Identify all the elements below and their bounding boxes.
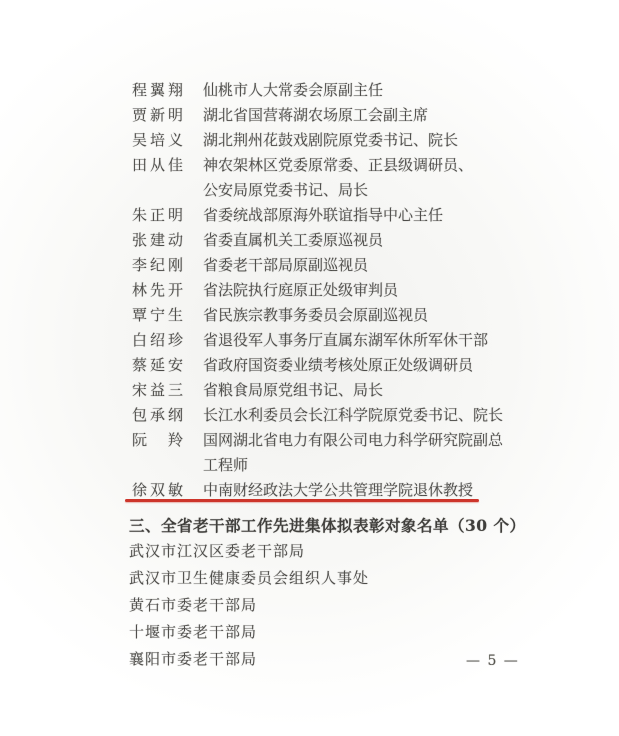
award-entry-list bbox=[132, 78, 522, 503]
award-entry-title-line: 湖北荆州花鼓戏剧院原党委书记、院长 bbox=[203, 131, 459, 149]
award-entry-title-line: 长江水利委员会长江科学院原党委书记、院长 bbox=[203, 406, 504, 424]
award-entry-name: 覃宁生 bbox=[132, 306, 187, 324]
award-entry-title bbox=[203, 353, 522, 378]
award-entry-row bbox=[132, 378, 522, 403]
award-entry-title bbox=[203, 378, 522, 403]
award-entry-row bbox=[132, 303, 522, 328]
award-entry-title bbox=[203, 103, 522, 128]
award-entry-title-line: 省粮食局原党组书记、局长 bbox=[203, 381, 384, 399]
award-entry-name: 宋益三 bbox=[132, 381, 187, 399]
award-entry-title-line: 神农架林区党委原常委、正县级调研员、 bbox=[203, 156, 474, 174]
award-entry-row bbox=[132, 78, 522, 103]
award-entry-row bbox=[132, 228, 522, 253]
award-entry-row bbox=[132, 103, 522, 128]
award-entry-row bbox=[132, 278, 522, 303]
award-entry-row bbox=[132, 153, 522, 203]
award-entry-title-line: 国网湖北省电力有限公司电力科学研究院副总 bbox=[203, 431, 504, 449]
award-entry-name: 李纪刚 bbox=[132, 256, 187, 274]
award-entry-title bbox=[203, 278, 522, 303]
award-entry-name: 白绍珍 bbox=[132, 331, 187, 349]
award-entry-title-line: 省政府国资委业绩考核处原正处级调研员 bbox=[203, 356, 474, 374]
award-entry-row bbox=[132, 128, 522, 153]
award-entry-title-line: 省退役军人事务厅直属东湖军休所军休干部 bbox=[203, 331, 489, 349]
award-entry-name: 包承纲 bbox=[132, 406, 187, 424]
award-entry-title-line: 工程师 bbox=[203, 456, 249, 474]
award-entry-name: 蔡延安 bbox=[132, 356, 187, 374]
award-entry-title bbox=[203, 153, 522, 203]
award-entry-name: 张建动 bbox=[132, 231, 187, 249]
award-entry-title bbox=[203, 303, 522, 328]
award-entry-row bbox=[132, 353, 522, 378]
award-entry-name: 朱正明 bbox=[132, 206, 187, 224]
page-content bbox=[129, 78, 526, 673]
award-entry-title bbox=[203, 78, 522, 103]
award-entry-title bbox=[203, 328, 522, 353]
award-entry-name: 吴培义 bbox=[132, 131, 187, 149]
award-entry-title bbox=[203, 403, 522, 428]
award-entry-title-line: 省委老干部局原副巡视员 bbox=[203, 256, 369, 274]
award-entry-title-line: 仙桃市人大常委会原副主任 bbox=[203, 81, 384, 99]
award-entry-name: 田从佳 bbox=[132, 156, 187, 174]
award-entry-name: 阮 羚 bbox=[132, 431, 187, 449]
award-entry-title-line: 省委统战部原海外联谊指导中心主任 bbox=[203, 206, 444, 224]
award-entry-row bbox=[132, 428, 522, 478]
collective-list-item: 襄阳市委老干部局 bbox=[129, 650, 258, 668]
award-entry-title bbox=[203, 228, 522, 253]
collective-list bbox=[129, 538, 522, 673]
award-entry-row bbox=[132, 253, 522, 278]
award-entry-title-line: 湖北省国营蒋湖农场原工会副主席 bbox=[203, 106, 429, 124]
award-entry-name: 程翼翔 bbox=[132, 81, 187, 99]
award-entry-row bbox=[132, 203, 522, 228]
award-entry-row bbox=[132, 328, 522, 353]
page-number: — 5 — bbox=[466, 653, 520, 669]
award-entry-title-line: 省法院执行庭原正处级审判员 bbox=[203, 281, 399, 299]
collective-list-item: 黄石市委老干部局 bbox=[129, 596, 258, 614]
award-entry-title bbox=[203, 253, 522, 278]
collective-list-item: 武汉市卫生健康委员会组织人事处 bbox=[129, 569, 370, 587]
section-heading: 三、全省老干部工作先进集体拟表彰对象名单（30 个） bbox=[129, 516, 526, 535]
award-entry-title bbox=[203, 203, 522, 228]
award-entry-title bbox=[203, 128, 522, 153]
award-entry-row bbox=[132, 403, 522, 428]
award-entry-title-line: 省民族宗教事务委员会原副巡视员 bbox=[203, 306, 429, 324]
award-entry-title-line: 省委直属机关工委原巡视员 bbox=[203, 231, 384, 249]
award-entry-name: 林先开 bbox=[132, 281, 187, 299]
award-entry-name: 贾新明 bbox=[132, 106, 187, 124]
red-underline-annotation bbox=[125, 499, 479, 502]
award-entry-title-line: 公安局原党委书记、局长 bbox=[203, 181, 369, 199]
award-entry-title bbox=[203, 428, 522, 478]
award-entry-title-line: 中南财经政法大学公共管理学院退休教授 bbox=[203, 481, 474, 499]
award-entry-name: 徐双敏 bbox=[132, 481, 187, 499]
collective-list-item: 武汉市江汉区委老干部局 bbox=[129, 542, 306, 560]
award-entry-row bbox=[132, 478, 522, 503]
collective-list-item: 十堰市委老干部局 bbox=[129, 623, 258, 641]
